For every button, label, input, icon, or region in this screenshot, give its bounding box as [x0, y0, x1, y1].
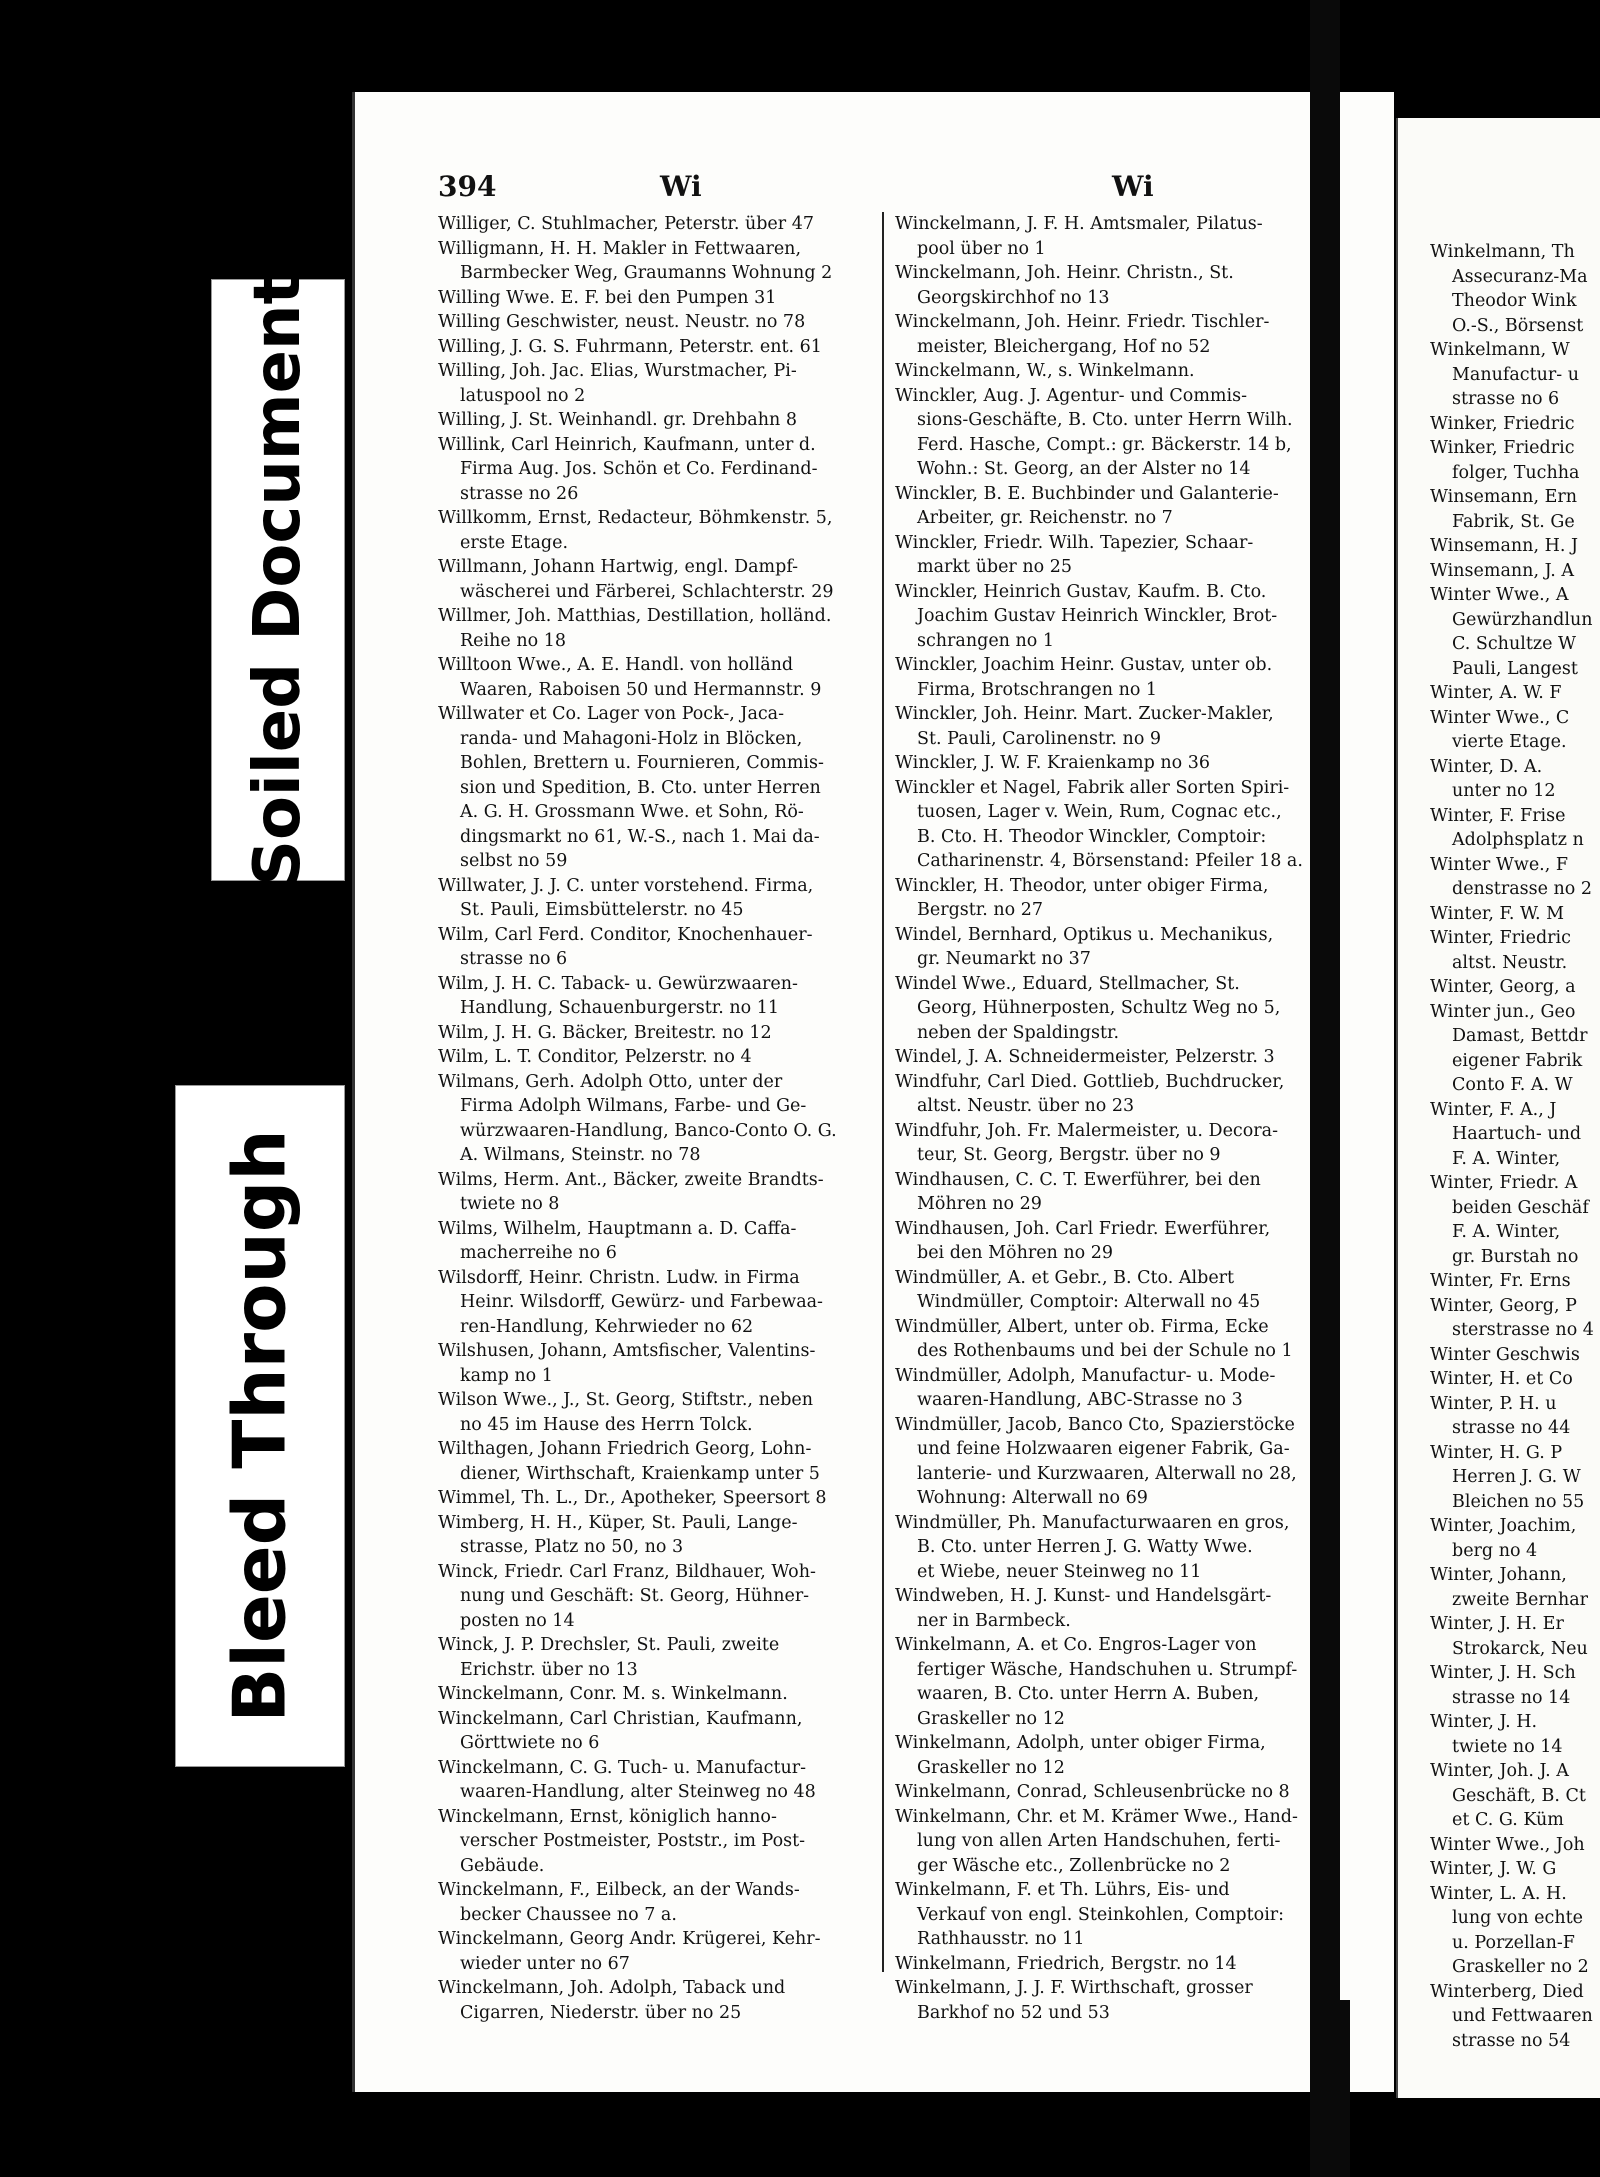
page-number: 394 — [438, 170, 497, 203]
directory-line: Wilmans, Gerh. Adolph Otto, unter der — [438, 1071, 783, 1092]
directory-line: Winter, H. et Co — [1430, 1369, 1573, 1389]
directory-line: strasse, Platz no 50, no 3 — [460, 1537, 684, 1557]
directory-line: B. Cto. unter Herren J. G. Watty Wwe. — [917, 1537, 1253, 1557]
directory-line: wäscherei und Färberei, Schlachterstr. 29 — [460, 581, 834, 602]
directory-line: teur, St. Georg, Bergstr. über no 9 — [917, 1145, 1221, 1165]
bleed-through-label — [176, 1086, 344, 1766]
directory-line: randa- und Mahagoni-Holz in Blöcken, — [460, 728, 803, 749]
directory-line: strasse no 6 — [460, 949, 568, 969]
directory-line: eigener Fabrik — [1452, 1050, 1583, 1071]
directory-line: erste Etage. — [460, 532, 569, 553]
directory-line: Winter, A. W. F — [1430, 683, 1562, 703]
directory-line: twiete no 8 — [460, 1194, 560, 1214]
directory-line: Erichstr. über no 13 — [460, 1659, 638, 1680]
directory-line: Winter, L. A. H. — [1430, 1883, 1567, 1904]
directory-line: posten no 14 — [460, 1610, 575, 1631]
directory-line: Winker, Friedric — [1430, 438, 1575, 458]
directory-line: Görttwiete no 6 — [460, 1733, 600, 1753]
directory-line: und feine Holzwaaren eigener Fabrik, Ga- — [917, 1439, 1290, 1459]
directory-line: Willing, J. St. Weinhandl. gr. Drehbahn 8 — [438, 410, 797, 430]
directory-line: Winck, J. P. Drechsler, St. Pauli, zweite — [438, 1635, 780, 1655]
directory-line: Winkelmann, Adolph, unter obiger Firma, — [895, 1733, 1266, 1753]
directory-line: nung und Geschäft: St. Georg, Hühner- — [460, 1586, 810, 1606]
directory-line: Windmüller, A. et Gebr., B. Cto. Albert — [895, 1267, 1235, 1288]
directory-line: altst. Neustr. — [1452, 952, 1568, 973]
directory-line: Rathhausstr. no 11 — [917, 1929, 1085, 1949]
directory-line: waaren, B. Cto. unter Herrn A. Buben, — [917, 1684, 1260, 1704]
directory-line: Winter, J. H. — [1430, 1712, 1538, 1732]
directory-line: Willmer, Joh. Matthias, Destillation, holländ. — [438, 606, 832, 626]
directory-line: Graskeller no 12 — [917, 1757, 1065, 1778]
directory-line: Barmbecker Weg, Graumanns Wohnung 2 — [460, 263, 833, 283]
directory-line: Winkelmann, Friedrich, Bergstr. no 14 — [895, 1953, 1237, 1974]
directory-line: kamp no 1 — [460, 1365, 553, 1386]
directory-line: Winckler, B. E. Buchbinder und Galanterie- — [895, 483, 1279, 504]
directory-line: Windweben, H. J. Kunst- und Handelsgärt- — [895, 1586, 1272, 1606]
directory-line: Winckelmann, Carl Christian, Kaufmann, — [438, 1708, 803, 1729]
directory-line: Wimberg, H. H., Küper, St. Pauli, Lange- — [438, 1512, 798, 1533]
directory-line: Strokarck, Neu — [1452, 1638, 1588, 1659]
directory-line: Assecuranz-Ma — [1452, 266, 1588, 287]
directory-line: Winter, J. H. Er — [1430, 1614, 1564, 1634]
directory-line: lanterie- und Kurzwaaren, Alterwall no 28, — [917, 1463, 1297, 1484]
directory-line: Winkelmann, Conrad, Schleusenbrücke no 8 — [895, 1782, 1290, 1802]
directory-line: sion und Spedition, B. Cto. unter Herren — [460, 777, 821, 798]
directory-line: Willwater et Co. Lager von Pock-, Jaca- — [438, 704, 785, 724]
directory-line: St. Pauli, Carolinenstr. no 9 — [917, 728, 1162, 749]
directory-line: Windmüller, Jacob, Banco Cto, Spazierstöcke — [895, 1414, 1295, 1435]
directory-line: strasse no 14 — [1452, 1687, 1571, 1708]
directory-line: Winckler, H. Theodor, unter obiger Firma, — [895, 875, 1269, 896]
directory-line: Winkelmann, W — [1430, 340, 1570, 360]
directory-line: Barkhof no 52 und 53 — [917, 2002, 1110, 2023]
directory-line: Winter Wwe., F — [1430, 854, 1569, 875]
directory-line: Winckelmann, Joh. Heinr. Christn., St. — [895, 263, 1234, 283]
directory-line: ger Wäsche etc., Zollenbrücke no 2 — [917, 1855, 1231, 1876]
directory-line: Winckelmann, J. F. H. Amtsmaler, Pilatus- — [895, 214, 1263, 234]
directory-line: Ferd. Hasche, Compt.: gr. Bäckerstr. 14 b, — [917, 434, 1292, 455]
directory-line: Willing, J. G. S. Fuhrmann, Peterstr. ent. 61 — [438, 336, 822, 357]
directory-line: Winckler, Aug. J. Agentur- und Commis- — [895, 385, 1248, 406]
directory-line: Winter, D. A. — [1430, 756, 1543, 777]
directory-line: Wilshusen, Johann, Amtsfischer, Valentins- — [438, 1341, 816, 1361]
directory-line: Wilthagen, Johann Friedrich Georg, Lohn- — [438, 1439, 812, 1459]
directory-line: Winckler, J. W. F. Kraienkamp no 36 — [895, 753, 1210, 773]
directory-line: Winck, Friedr. Carl Franz, Bildhauer, Woh- — [438, 1561, 816, 1582]
directory-line: Winter, Georg, P — [1430, 1295, 1577, 1316]
header-left: Wi — [660, 170, 702, 203]
header-right: Wi — [1112, 170, 1154, 203]
directory-line: Bergstr. no 27 — [917, 900, 1044, 920]
directory-line: Theodor Wink — [1452, 291, 1577, 311]
directory-line: Firma Adolph Wilmans, Farbe- und Ge- — [460, 1096, 807, 1116]
directory-line: Winter, P. H. u — [1430, 1393, 1557, 1414]
directory-line: Winckler, Joh. Heinr. Mart. Zucker-Makler, — [895, 704, 1274, 724]
directory-line: Windmüller, Ph. Manufacturwaaren en gros, — [895, 1512, 1290, 1533]
directory-line: Willwater, J. J. C. unter vorstehend. Firma, — [438, 875, 814, 896]
directory-line: Windel, J. A. Schneidermeister, Pelzerstr. 3 — [895, 1047, 1275, 1067]
directory-line: Williger, C. Stuhlmacher, Peterstr. über 47 — [438, 214, 814, 234]
directory-line: Winter, F. Frise — [1430, 805, 1566, 826]
directory-line: C. Schultze W — [1452, 634, 1576, 654]
bleed-through-text: Bleed Through — [218, 1129, 303, 1723]
directory-line: Georg, Hühnerposten, Schultz Weg no 5, — [917, 998, 1281, 1018]
directory-line: Winckelmann, Georg Andr. Krügerei, Kehr- — [438, 1929, 821, 1949]
directory-line: Winkelmann, A. et Co. Engros-Lager von — [895, 1635, 1257, 1655]
directory-line: Winter, Joh. J. A — [1430, 1761, 1569, 1781]
directory-line: Windmüller, Comptoir: Alterwall no 45 — [917, 1292, 1261, 1312]
directory-line: Winckler et Nagel, Fabrik aller Sorten Spiri- — [895, 777, 1290, 798]
directory-line: diener, Wirthschaft, Kraienkamp unter 5 — [460, 1463, 820, 1484]
directory-line: Adolphsplatz n — [1452, 830, 1584, 850]
directory-line: Catharinenstr. 4, Börsenstand: Pfeiler 18 a. — [917, 851, 1303, 871]
directory-line: A. G. H. Grossmann Wwe. et Sohn, Rö- — [460, 802, 804, 822]
directory-line: berg no 4 — [1452, 1540, 1538, 1561]
directory-line: Winter, H. G. P — [1430, 1442, 1563, 1463]
directory-line: Joachim Gustav Heinrich Winckler, Brot- — [917, 606, 1278, 626]
directory-line: vierte Etage. — [1452, 732, 1567, 752]
directory-line: tuosen, Lager v. Wein, Rum, Cognac etc., — [917, 802, 1282, 822]
directory-line: Winter Wwe., A — [1430, 585, 1569, 605]
directory-line: Graskeller no 12 — [917, 1708, 1065, 1729]
directory-line: et C. G. Küm — [1452, 1810, 1564, 1830]
directory-line: Winckelmann, C. G. Tuch- u. Manufactur- — [438, 1757, 807, 1778]
directory-line: Windhausen, Joh. Carl Friedr. Ewerführer, — [895, 1218, 1271, 1239]
directory-line: markt über no 25 — [917, 557, 1072, 577]
directory-line: Willmann, Johann Hartwig, engl. Dampf- — [438, 557, 799, 577]
directory-line: selbst no 59 — [460, 851, 568, 871]
directory-line: folger, Tuchha — [1452, 462, 1580, 483]
directory-line: Winter, Georg, a — [1430, 977, 1576, 997]
directory-line: macherreihe no 6 — [460, 1243, 617, 1263]
directory-line: meister, Bleichergang, Hof no 52 — [917, 336, 1211, 357]
directory-line: verscher Postmeister, Poststr., im Post- — [460, 1831, 806, 1851]
directory-line: Willkomm, Ernst, Redacteur, Böhmkenstr. 5, — [438, 508, 833, 528]
column-divider — [882, 212, 884, 1972]
directory-line: Winckler, Friedr. Wilh. Tapezier, Schaar- — [895, 532, 1254, 553]
directory-line: Waaren, Raboisen 50 und Hermannstr. 9 — [460, 679, 822, 700]
directory-line: Winkelmann, Chr. et M. Krämer Wwe., Hand- — [895, 1806, 1298, 1827]
directory-line: Windmüller, Albert, unter ob. Firma, Ecke — [895, 1316, 1269, 1337]
directory-line: Willink, Carl Heinrich, Kaufmann, unter d. — [438, 434, 816, 455]
directory-line: Winsemann, J. A — [1430, 560, 1574, 581]
directory-line: Wilms, Herm. Ant., Bäcker, zweite Brandts- — [438, 1169, 824, 1190]
directory-line: Windfuhr, Joh. Fr. Malermeister, u. Decora- — [895, 1120, 1278, 1141]
directory-line: fertiger Wäsche, Handschuhen u. Strumpf- — [917, 1659, 1298, 1680]
directory-line: Winter, Fr. Erns — [1430, 1271, 1571, 1291]
book-spine-shadow-bottom — [1310, 2000, 1350, 2177]
directory-line: Pauli, Langest — [1452, 658, 1578, 679]
directory-line: Wilm, J. H. G. Bäcker, Breitestr. no 12 — [438, 1022, 772, 1043]
directory-line: dingsmarkt no 61, W.-S., nach 1. Mai da- — [460, 826, 820, 847]
directory-line: Bleichen no 55 — [1452, 1491, 1585, 1512]
directory-line: Conto F. A. W — [1452, 1075, 1573, 1095]
directory-line: Willing Geschwister, neust. Neustr. no 78 — [438, 312, 806, 332]
directory-line: Wilm, Carl Ferd. Conditor, Knochenhauer- — [438, 924, 813, 945]
directory-line: Arbeiter, gr. Reichenstr. no 7 — [917, 508, 1173, 528]
directory-line: Winsemann, Ern — [1430, 487, 1577, 507]
directory-line: Winterberg, Died — [1430, 1981, 1584, 2002]
directory-line: Windfuhr, Carl Died. Gottlieb, Buchdrucker, — [895, 1071, 1285, 1092]
directory-line: becker Chaussee no 7 a. — [460, 1904, 677, 1925]
directory-line: Winckler, Heinrich Gustav, Kaufm. B. Cto. — [895, 581, 1267, 602]
directory-line: A. Wilmans, Steinstr. no 78 — [460, 1145, 701, 1165]
directory-line: Winter Wwe., Joh — [1430, 1834, 1585, 1855]
directory-line: Winsemann, H. J — [1430, 536, 1578, 556]
directory-line: Winckelmann, F., Eilbeck, an der Wands- — [438, 1880, 800, 1900]
directory-line: Graskeller no 2 — [1452, 1957, 1589, 1977]
directory-line: Winckelmann, W., s. Winkelmann. — [895, 361, 1195, 381]
directory-line: denstrasse no 2 — [1452, 879, 1593, 899]
directory-line: Fabrik, St. Ge — [1452, 511, 1575, 532]
soiled-document-text: Soiled Document — [241, 273, 315, 887]
directory-line: Winter, J. H. Sch — [1430, 1663, 1576, 1683]
directory-line: Haartuch- und — [1452, 1124, 1582, 1144]
directory-line: Windel Wwe., Eduard, Stellmacher, St. — [895, 973, 1240, 994]
middle-column — [895, 212, 1357, 2025]
directory-line: Firma, Brotschrangen no 1 — [917, 679, 1158, 700]
directory-line: wieder unter no 67 — [460, 1953, 630, 1974]
directory-line: Handlung, Schauenburgerstr. no 11 — [460, 998, 780, 1018]
directory-line: Reihe no 18 — [460, 630, 566, 651]
directory-line: Winter, Friedr. A — [1430, 1173, 1578, 1193]
directory-line: Herren J. G. W — [1452, 1467, 1581, 1487]
directory-line: und Fettwaaren — [1452, 2006, 1593, 2026]
directory-line: Winckelmann, Joh. Heinr. Friedr. Tischler- — [895, 312, 1270, 332]
directory-line: Winckelmann, Ernst, königlich hanno- — [438, 1806, 777, 1827]
directory-line: beiden Geschäf — [1452, 1197, 1589, 1218]
directory-line: strasse no 54 — [1452, 2030, 1571, 2051]
directory-line: strasse no 44 — [1452, 1418, 1571, 1438]
directory-line: sterstrasse no 4 — [1452, 1320, 1594, 1340]
directory-line: Winckelmann, Conr. M. s. Winkelmann. — [438, 1684, 788, 1704]
directory-line: Wilson Wwe., J., St. Georg, Stiftstr., neben — [438, 1390, 814, 1410]
directory-line: waaren-Handlung, alter Steinweg no 48 — [460, 1782, 816, 1802]
directory-line: altst. Neustr. über no 23 — [917, 1096, 1135, 1116]
directory-line: Winkelmann, J. J. F. Wirthschaft, grosser — [895, 1978, 1253, 1998]
directory-line: Winkelmann, F. et Th. Lührs, Eis- und — [895, 1880, 1230, 1900]
directory-line: Bohlen, Brettern u. Fournieren, Commis- — [460, 753, 824, 773]
directory-line: Winter, F. W. M — [1430, 903, 1565, 924]
directory-line: gr. Burstah no — [1452, 1246, 1579, 1267]
directory-line: Willing, Joh. Jac. Elias, Wurstmacher, Pi- — [438, 361, 797, 381]
directory-line: des Rothenbaums und bei der Schule no 1 — [917, 1341, 1293, 1361]
directory-line: Willigmann, H. H. Makler in Fettwaaren, — [438, 238, 802, 259]
directory-line: lung von echte — [1452, 1908, 1583, 1928]
directory-line: Winter, F. A., J — [1430, 1099, 1557, 1120]
directory-line: Windhausen, C. C. T. Ewerführer, bei den — [895, 1169, 1261, 1190]
directory-line: u. Porzellan-F — [1452, 1932, 1575, 1953]
directory-line: strasse no 6 — [1452, 389, 1560, 409]
directory-line: waaren-Handlung, ABC-Strasse no 3 — [917, 1390, 1243, 1410]
directory-line: Windel, Bernhard, Optikus u. Mechanikus, — [895, 924, 1274, 945]
directory-line: Wilms, Wilhelm, Hauptmann a. D. Caffa- — [438, 1218, 797, 1239]
directory-line: Wohnung: Alterwall no 69 — [917, 1488, 1148, 1508]
directory-line: F. A. Winter, — [1452, 1148, 1561, 1169]
directory-line: Verkauf von engl. Steinkohlen, Comptoir: — [917, 1904, 1285, 1925]
directory-line: Willtoon Wwe., A. E. Handl. von holländ — [438, 655, 794, 675]
directory-line: Möhren no 29 — [917, 1194, 1042, 1214]
directory-line: latuspool no 2 — [460, 385, 586, 406]
directory-line: ren-Handlung, Kehrwieder no 62 — [460, 1316, 754, 1337]
right-column-partial — [1430, 240, 1600, 2053]
directory-line: Winter, Friedric — [1430, 928, 1571, 948]
directory-line: schrangen no 1 — [917, 630, 1055, 651]
directory-line: unter no 12 — [1452, 781, 1556, 801]
directory-line: F. A. Winter, — [1452, 1222, 1561, 1242]
directory-line: Windmüller, Adolph, Manufactur- u. Mode- — [895, 1365, 1276, 1386]
directory-line: O.-S., Börsenst — [1452, 315, 1584, 336]
directory-line: Wohn.: St. Georg, an der Alster no 14 — [917, 459, 1251, 479]
directory-line: Geschäft, B. Ct — [1452, 1785, 1586, 1806]
directory-line: Winckelmann, Joh. Adolph, Taback und — [438, 1978, 786, 1998]
directory-line: neben der Spaldingstr. — [917, 1022, 1120, 1043]
directory-line: Wilm, J. H. C. Taback- u. Gewürzwaaren- — [438, 973, 798, 994]
directory-line: ner in Barmbeck. — [917, 1610, 1071, 1631]
directory-line: pool über no 1 — [917, 238, 1046, 259]
directory-line: Firma Aug. Jos. Schön et Co. Ferdinand- — [460, 459, 818, 479]
directory-line: et Wiebe, neuer Steinweg no 11 — [917, 1561, 1202, 1582]
directory-line: bei den Möhren no 29 — [917, 1243, 1114, 1263]
directory-line: strasse no 26 — [460, 483, 579, 504]
directory-line: Heinr. Wilsdorff, Gewürz- und Farbewaa- — [460, 1292, 823, 1312]
directory-line: Winker, Friedric — [1430, 413, 1575, 434]
directory-line: Manufactur- u — [1452, 364, 1580, 385]
directory-line: Wilsdorff, Heinr. Christn. Ludw. in Firma — [438, 1267, 800, 1288]
directory-line: Georgskirchhof no 13 — [917, 287, 1110, 308]
directory-line: Winkelmann, Th — [1430, 242, 1575, 262]
left-column — [438, 212, 888, 2025]
directory-line: Winter jun., Geo — [1430, 1001, 1576, 1022]
directory-line: lung von allen Arten Handschuhen, ferti- — [917, 1831, 1281, 1851]
directory-line: Gewürzhandlun — [1452, 609, 1593, 630]
directory-line: Willing Wwe. E. F. bei den Pumpen 31 — [438, 287, 777, 308]
directory-line: Cigarren, Niederstr. über no 25 — [460, 2002, 742, 2023]
directory-line: no 45 im Hause des Herrn Tolck. — [460, 1414, 753, 1435]
directory-line: Winter Geschwis — [1430, 1344, 1580, 1365]
soiled-document-label — [212, 273, 344, 887]
directory-line: Winckler, Joachim Heinr. Gustav, unter ob. — [895, 655, 1273, 675]
directory-line: Winter, Joachim, — [1430, 1516, 1577, 1536]
directory-line: B. Cto. H. Theodor Winckler, Comptoir: — [917, 826, 1267, 847]
directory-line: gr. Neumarkt no 37 — [917, 949, 1091, 969]
directory-line: zweite Bernhar — [1452, 1589, 1589, 1610]
directory-line: Winter, J. W. G — [1430, 1859, 1557, 1879]
directory-line: Winter, Johann, — [1430, 1565, 1567, 1585]
directory-line: würzwaaren-Handlung, Banco-Conto O. G. — [460, 1120, 837, 1141]
directory-line: Wilm, L. T. Conditor, Pelzerstr. no 4 — [438, 1047, 752, 1067]
directory-line: twiete no 14 — [1452, 1736, 1563, 1757]
directory-line: Gebäude. — [460, 1855, 545, 1876]
directory-line: St. Pauli, Eimsbüttelerstr. no 45 — [460, 900, 744, 920]
directory-line: Winter Wwe., C — [1430, 707, 1570, 728]
directory-line: Damast, Bettdr — [1452, 1026, 1588, 1046]
directory-line: sions-Geschäfte, B. Cto. unter Herrn Wilh. — [917, 410, 1293, 430]
directory-line: Wimmel, Th. L., Dr., Apotheker, Speersort 8 — [438, 1488, 827, 1508]
